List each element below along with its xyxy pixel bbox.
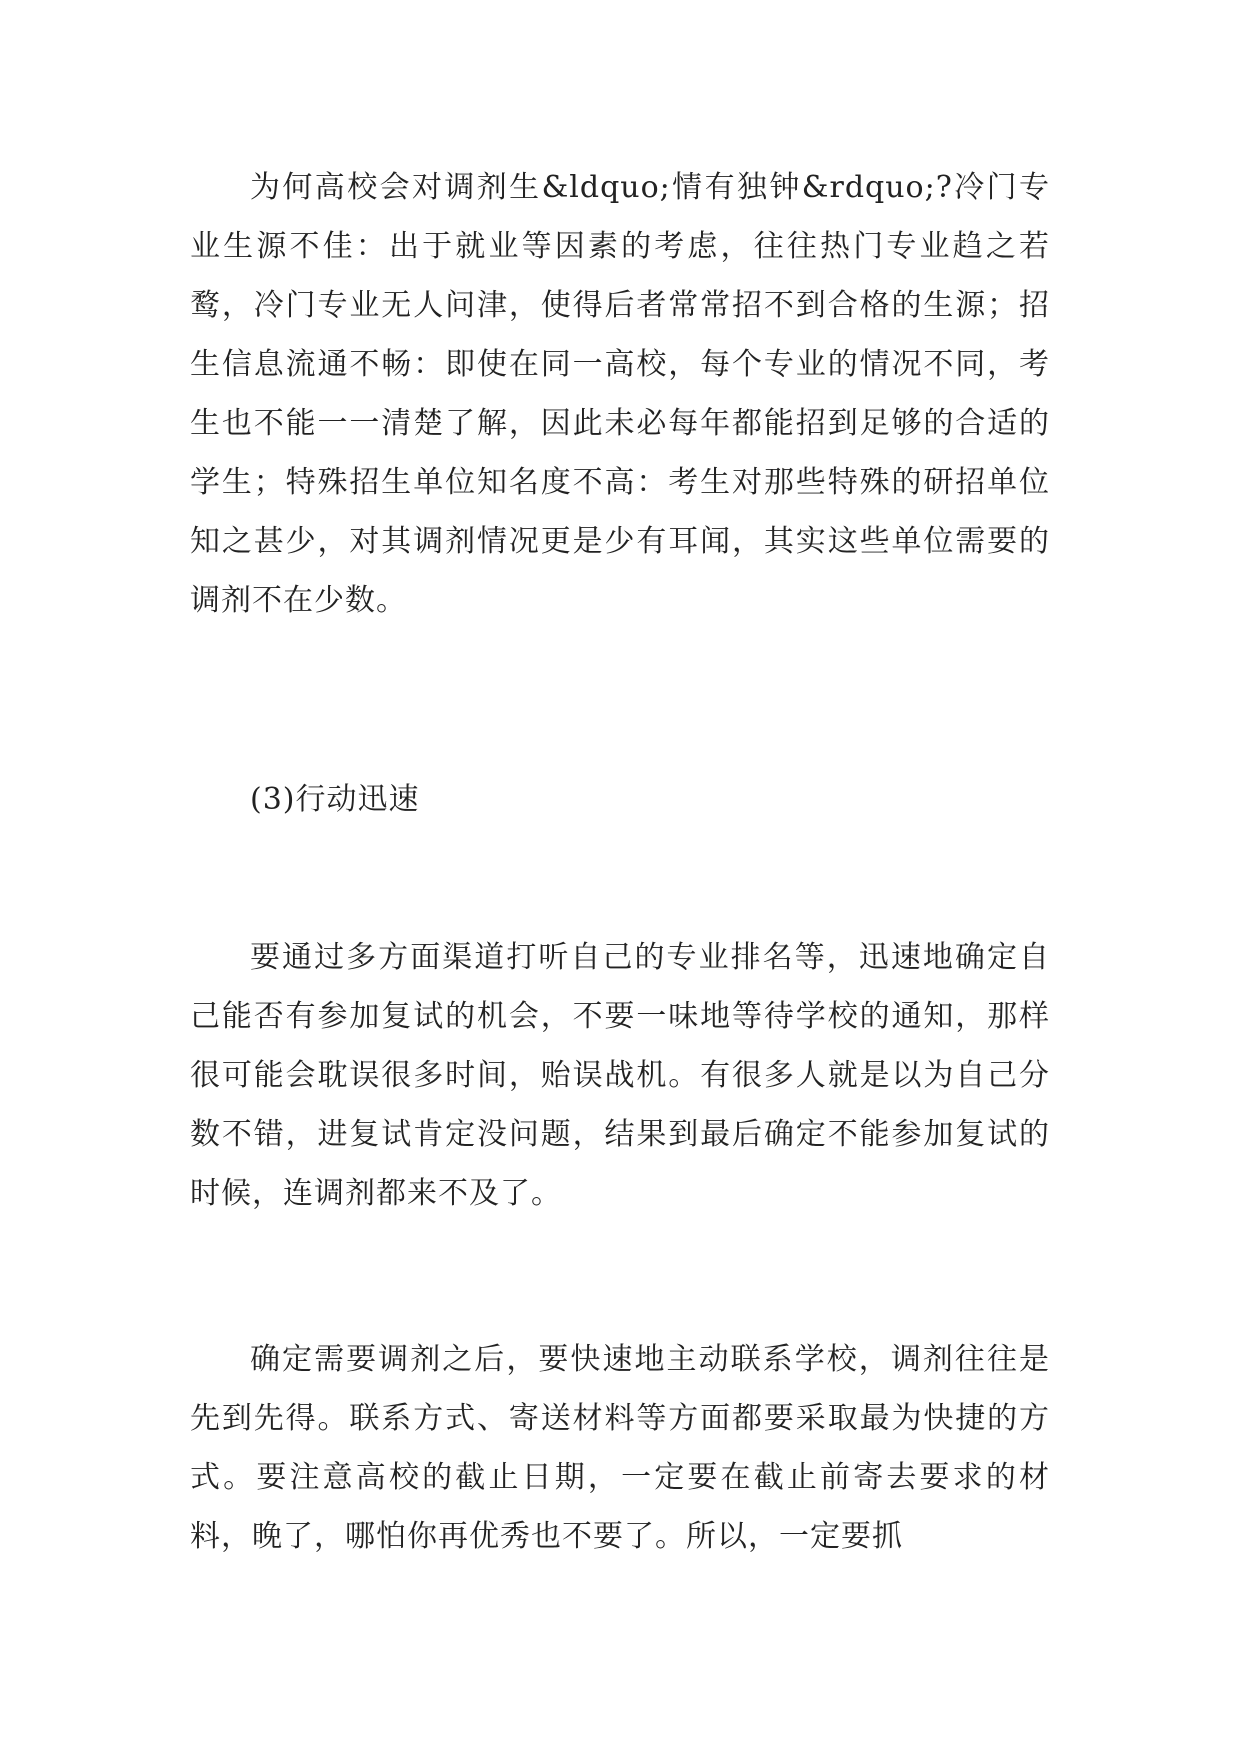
paragraph-reasons: 为何高校会对调剂生&ldquo;情有独钟&rdquo;?冷门专业生源不佳：出于就业等因素的考虑，往往热门专业趋之若鹜，冷门专业无人问津，使得后者常常招不到合格的生源；招生信息流通不畅：即使在同一高校，每个专业的情况不同，考生也不能一一清楚了解，因此未必每年都能招到足够的合适的学生；特殊招生单位知名度不高：考生对那些特殊的研招单位知之甚少，对其调剂情况更是少有耳闻，其实这些单位需要的调剂不在少数。 (190, 170, 1050, 618)
paragraph-check-ranking: 要通过多方面渠道打听自己的专业排名等，迅速地确定自己能否有参加复试的机会，不要一味地等待学校的通知，那样很可能会耽误很多时间，贻误战机。有很多人就是以为自己分数不错，进复试肯定没问题，结果到最后确定不能参加复试的时候，连调剂都来不及了。 (190, 940, 1050, 1211)
paragraph-contact-schools: 确定需要调剂之后，要快速地主动联系学校，调剂往往是先到先得。联系方式、寄送材料等方面都要采取最为快捷的方式。要注意高校的截止日期，一定要在截止前寄去要求的材料，晚了，哪怕你再优秀也不要了。所以，一定要抓 (190, 1342, 1050, 1554)
section-heading-act-quickly: (3)行动迅速 (250, 782, 420, 817)
